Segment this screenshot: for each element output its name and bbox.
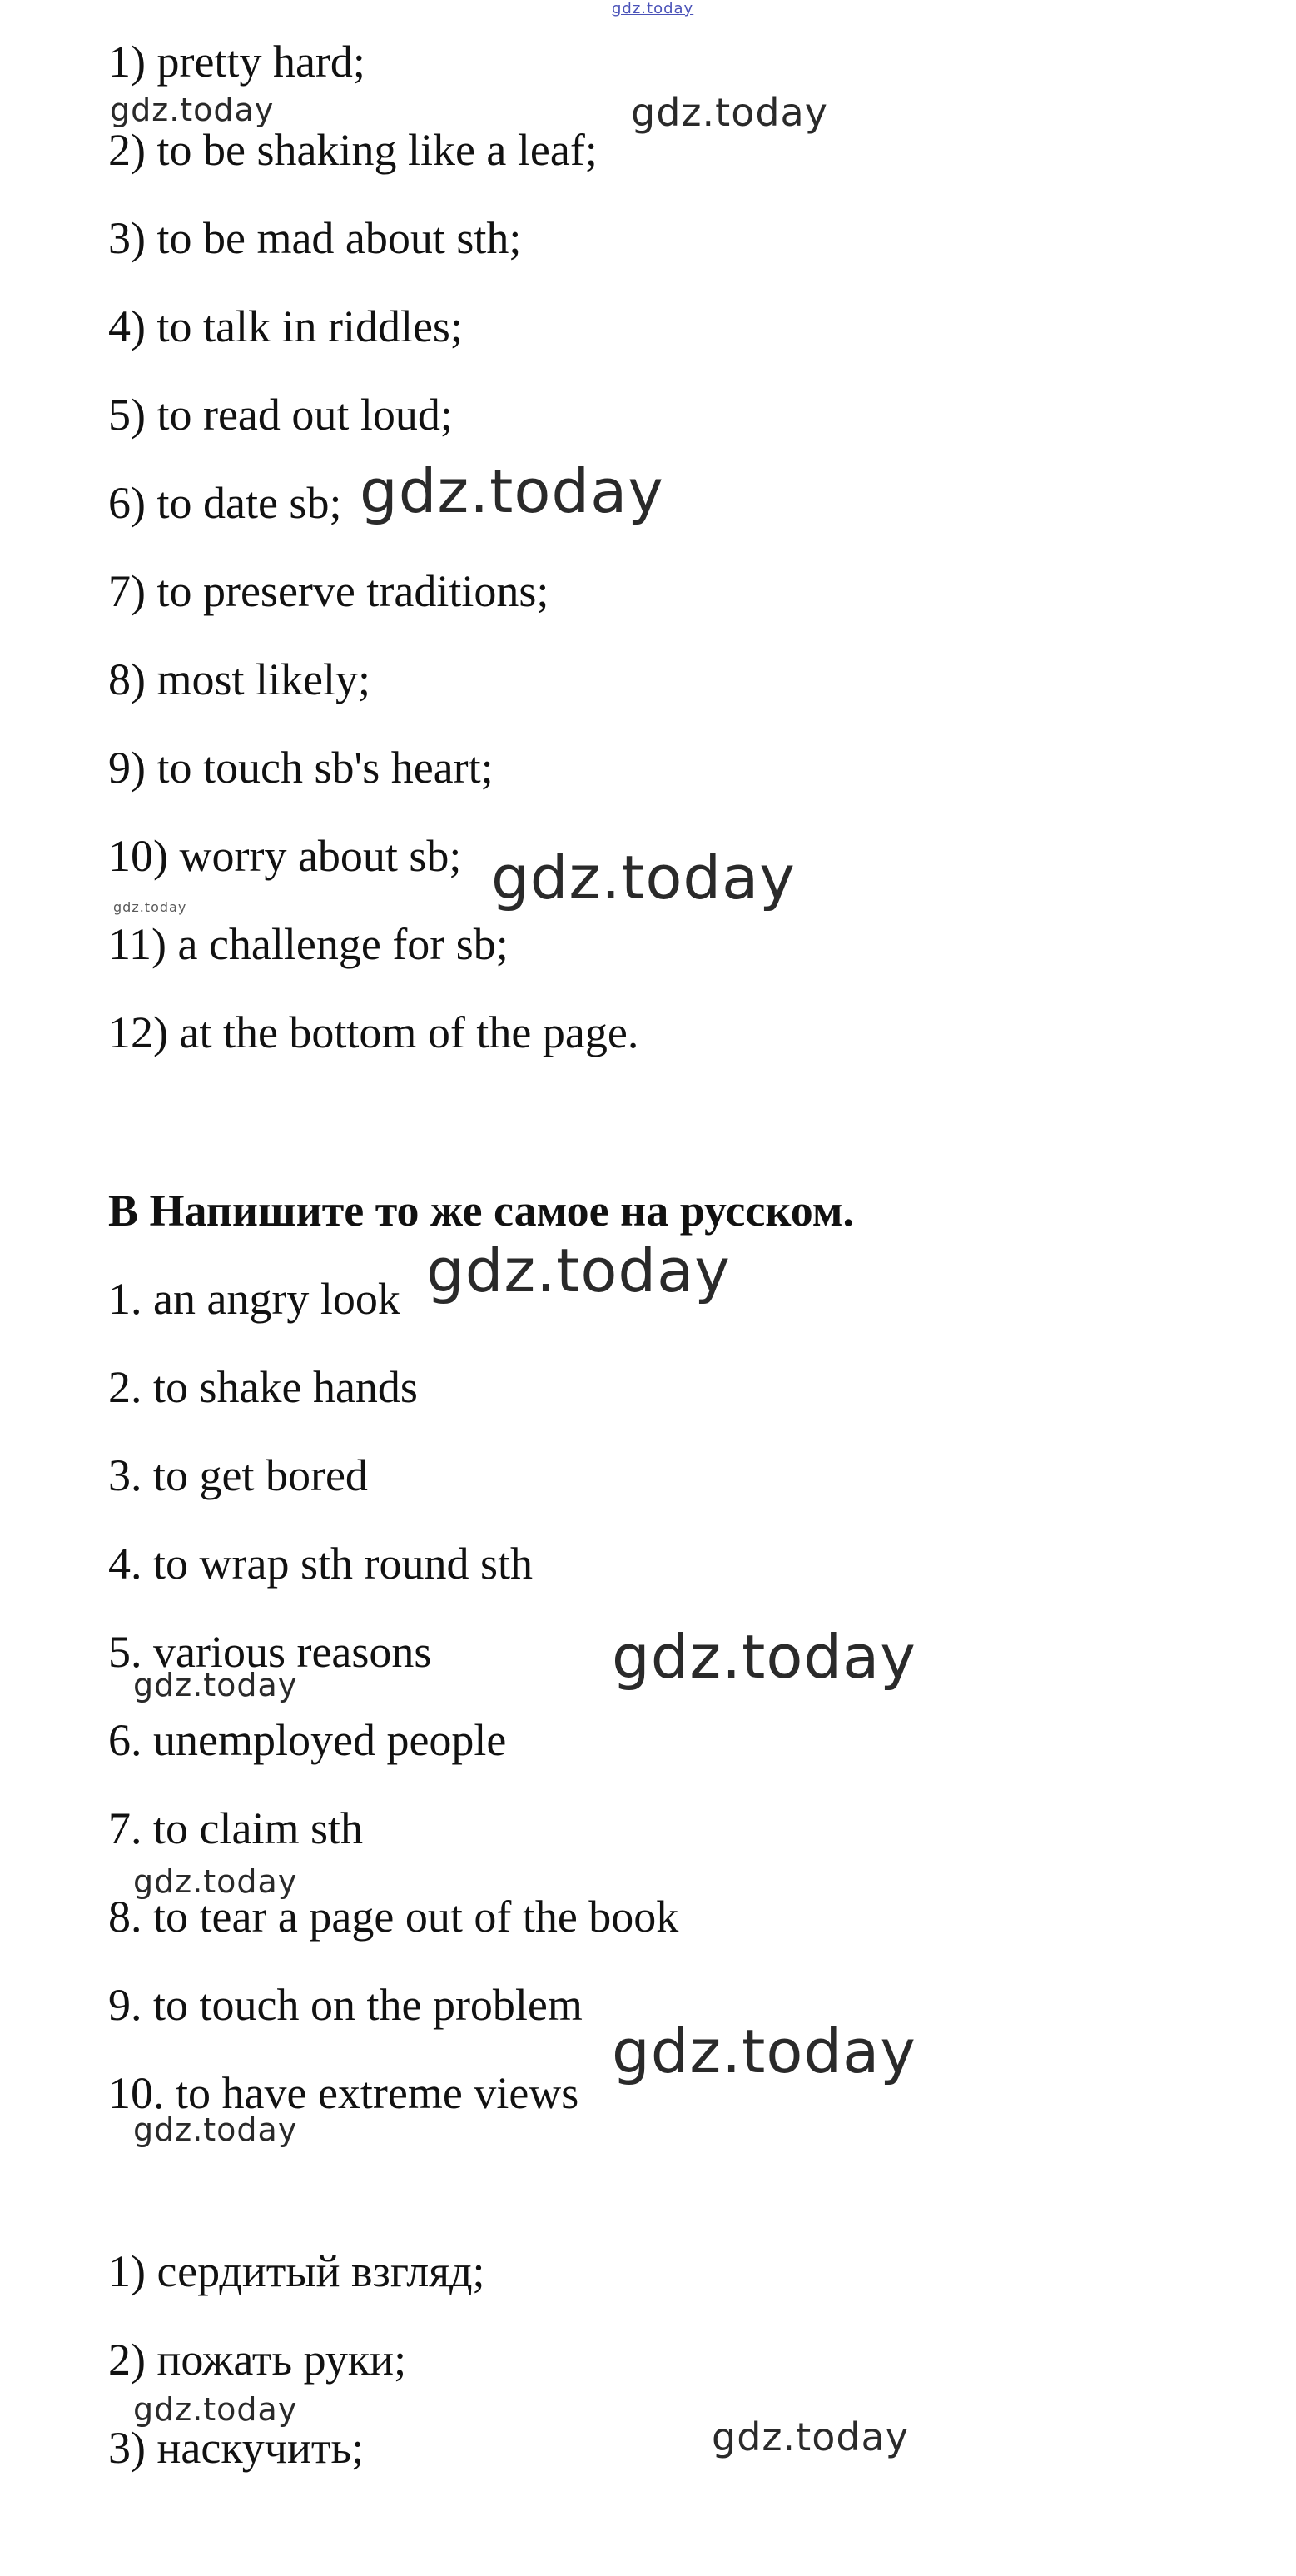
answer-en-item: 9) to touch sb's heart; bbox=[108, 743, 494, 793]
watermark: gdz.today bbox=[712, 2414, 909, 2459]
exercise-item: 10. to have extreme views bbox=[108, 2068, 579, 2118]
answer-en-item: 3) to be mad about sth; bbox=[108, 213, 522, 263]
watermark: gdz.today bbox=[426, 1236, 731, 1305]
watermark: gdz.today bbox=[133, 1667, 298, 1703]
watermark: gdz.today bbox=[612, 1622, 916, 1692]
watermark: gdz.today bbox=[133, 2111, 298, 2148]
answer-en-item: 12) at the bottom of the page. bbox=[108, 1007, 639, 1057]
exercise-item: 1. an angry look bbox=[108, 1274, 400, 1324]
watermark: gdz.today bbox=[491, 843, 796, 913]
exercise-item: 6. unemployed people bbox=[108, 1715, 507, 1765]
exercise-item: 8. to tear a page out of the book bbox=[108, 1892, 679, 1942]
watermark-top[interactable]: gdz.today bbox=[612, 0, 694, 17]
section-b-heading: B Напишите то же самое на русском. bbox=[108, 1186, 854, 1236]
exercise-item: 7. to claim sth bbox=[108, 1803, 363, 1853]
watermark: gdz.today bbox=[612, 2017, 916, 2086]
watermark: gdz.today bbox=[133, 2391, 298, 2428]
answer-en-item: 8) most likely; bbox=[108, 654, 370, 704]
answer-en-item: 1) pretty hard; bbox=[108, 37, 365, 87]
watermark: gdz.today bbox=[110, 92, 275, 128]
answer-en-item: 7) to preserve traditions; bbox=[108, 566, 549, 616]
answer-en-item: 5) to read out loud; bbox=[108, 390, 453, 440]
answer-en-item: 11) a challenge for sb; bbox=[108, 919, 509, 969]
exercise-item: 4. to wrap sth round sth bbox=[108, 1539, 533, 1589]
exercise-item: 5. various reasons bbox=[108, 1627, 432, 1677]
watermark: gdz.today bbox=[133, 1863, 298, 1900]
answer-en-item: 4) to talk in riddles; bbox=[108, 301, 463, 351]
watermark: gdz.today bbox=[631, 90, 828, 135]
answer-ru-item: 1) сердитый взгляд; bbox=[108, 2246, 485, 2296]
answer-ru-item: 2) пожать руки; bbox=[108, 2335, 407, 2385]
answer-en-item: 2) to be shaking like a leaf; bbox=[108, 125, 598, 175]
answer-en-item: 6) to date sb; bbox=[108, 478, 342, 528]
watermark: gdz.today bbox=[360, 456, 664, 526]
exercise-item: 9. to touch on the problem bbox=[108, 1980, 583, 2030]
exercise-item: 2. to shake hands bbox=[108, 1362, 418, 1412]
watermark: gdz.today bbox=[113, 899, 187, 915]
exercise-item: 3. to get bored bbox=[108, 1450, 368, 1500]
answer-en-item: 10) worry about sb; bbox=[108, 831, 462, 881]
answer-ru-item: 3) наскучить; bbox=[108, 2423, 365, 2473]
